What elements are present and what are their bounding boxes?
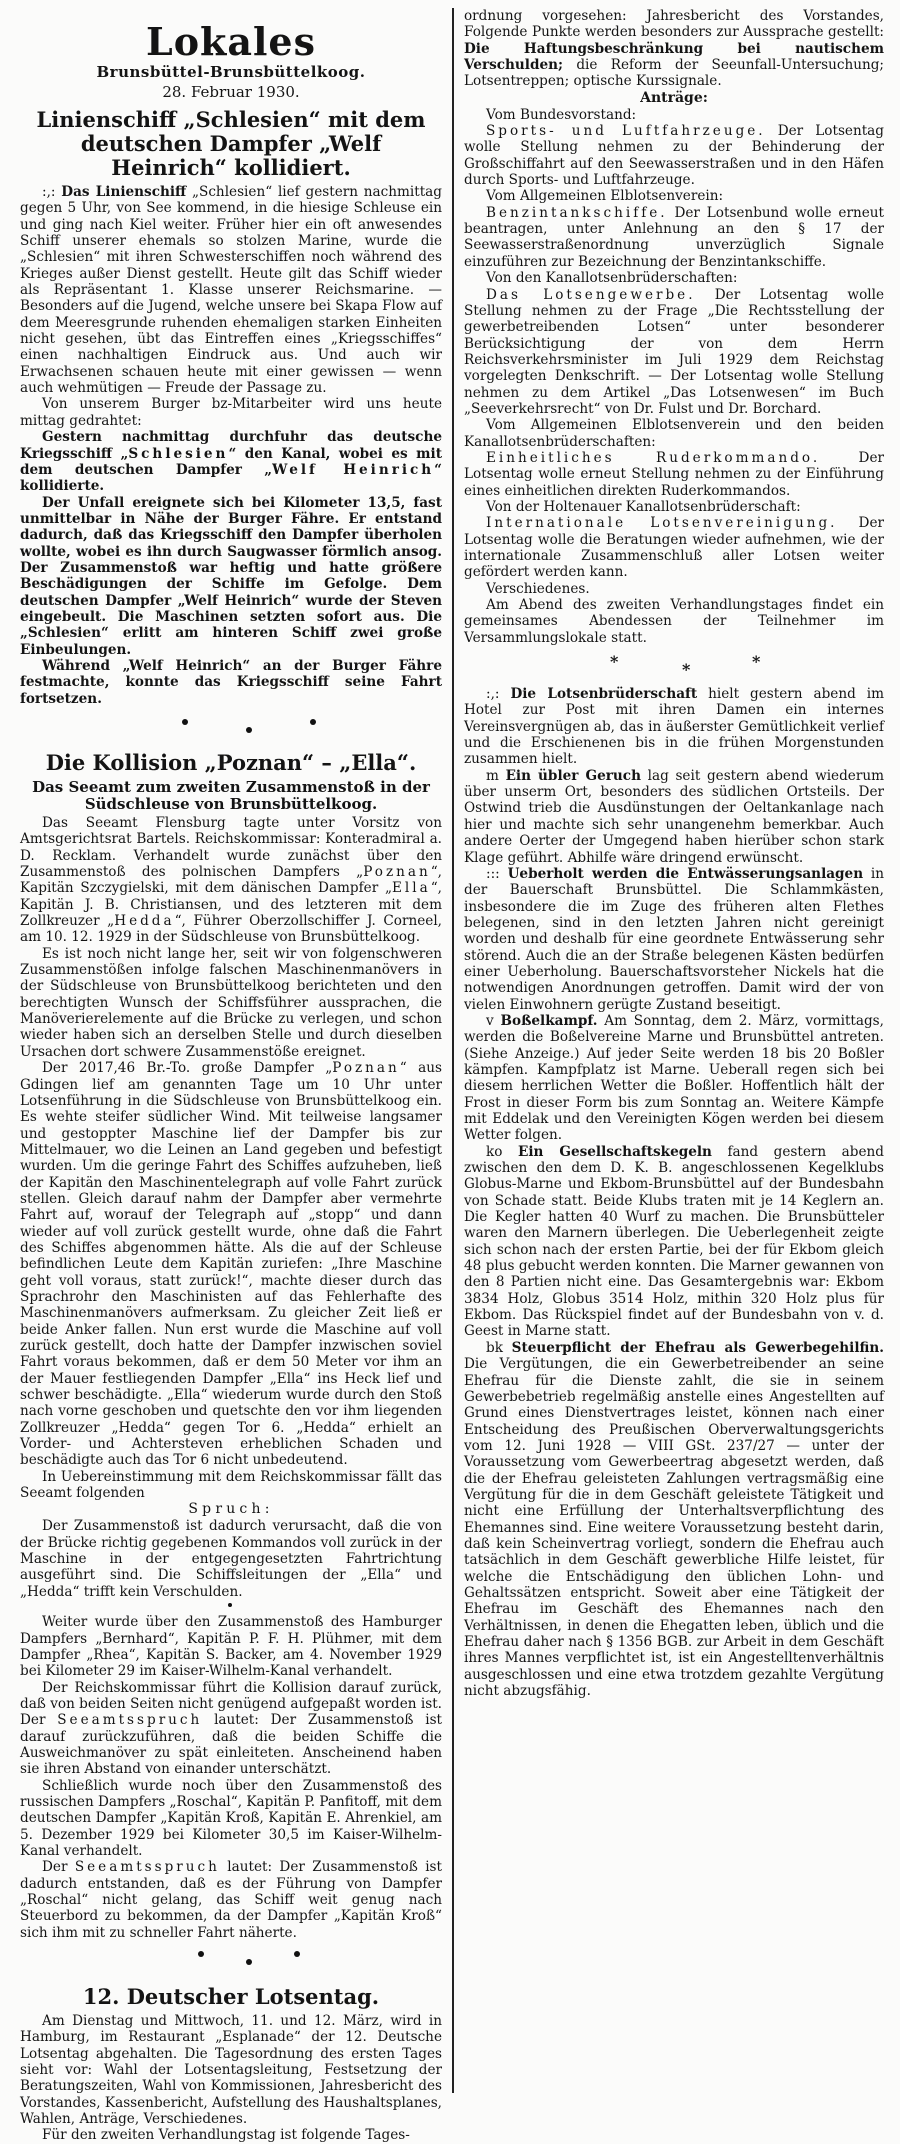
text-run: In Uebereinstimmung mit dem Reichskommissar fällt das Seeamt folgenden <box>20 1468 442 1502</box>
section-date: 28. Februar 1930. <box>162 83 300 101</box>
text-run: Der Lotsentag wolle Stellung nehmen zu der Behinderung der Großschiffahrt auf den Seewasserstraßen und in den Häfen durch Sports- und Luftfahrzeuge. <box>464 123 884 189</box>
article-headline: Die Kollision „Poznan“ – „Ella“. <box>45 750 417 775</box>
spaced-text: Benzintankschiffe. <box>486 204 668 221</box>
paragraph <box>464 1340 884 1700</box>
local-notes <box>464 686 884 1699</box>
bold-lead-text: “ den Kanal, wobei es mit dem deutschen Dampfer „ <box>20 445 442 478</box>
text-run: Am Abend des zweiten Verhandlungstages findet ein gemeinsames Abendessen der Teilnehmer im Versammlungslokale statt. <box>464 597 884 646</box>
spaced-text: Einheitliches Ruderkommando. <box>486 449 821 466</box>
paragraph <box>464 123 884 188</box>
separator-dot <box>310 719 316 725</box>
paragraph <box>20 495 442 658</box>
paragraph <box>20 1614 442 1679</box>
spaced-text: Ella <box>392 880 431 897</box>
text-run: Für den zweiten Verhandlungstag ist folgende Tages- <box>42 2127 410 2144</box>
spaced-text: Hedda <box>114 913 175 930</box>
text-run: Am Dienstag und Mittwoch, 11. und 12. März, wird in Hamburg, im Restaurant „Esplanade“ der 12. Deutsche Lotsentag abgehalten. Die Tagesordnung des ersten Tages sieht vor: Wahl der Lotsentagsleitung, Festsetzung der Beratungszeiten, Wahl von Kommissionen, Jahresbericht des Vorstandes, Kassenbericht, Aufstellung des Haushaltsplanes, Wahlen, Anträge, Verschiedenes. <box>20 2013 442 2128</box>
bold-lead-text: Gestern nachmittag durchfuhr das deutsche Kriegsschiff „ <box>20 429 442 462</box>
paragraph <box>464 597 884 646</box>
text-run: Das Seeamt Flensburg tagte unter Vorsitz von Amtsgerichtsrat Bartels. Reichskommissar: Konteradmiral a. D. Recklam. Verhandelt wurde zunächst über den Zusammenstoß des polnischen Dampfers „ <box>20 815 442 881</box>
text-run: lag seit gestern abend wiederum über unserm Ort, besonders des südlichen Ortsteils. Der Ostwind trieb die Ausdünstungen der Oeltankanlage nach hier und machte sich sehr unangenehm bemerkbar. Auch andere Oerter der Umgegend haben hierüber schon stark Klage geführt. Abhilfe wäre dringend erwünscht. <box>464 767 884 866</box>
spaced-text: Seeamtsspruch <box>57 1712 203 1729</box>
text-run: Der <box>42 1859 75 1876</box>
paragraph <box>464 205 884 270</box>
text-run: Am Sonntag, dem 2. März, vormittags, werden die Boßelvereine Marne und Brunsbüttel antreten. (Siehe Anzeige.) Auf jeder Seite werden 18 bis 20 Boßler kämpfen. Kampfplatz ist Marne. Ueberall regen sich bei diesem herrlichen Wetter die Boßler. Hoffentlich hält der Frost in dieser Form bis zum Sonntag an. Weitere Kämpfe mit Eddelak und den Vereinigten Kögen werden bei diesem Wetter folgen. <box>464 1012 884 1144</box>
bold-lead-text: Welf Heinrich <box>272 461 435 478</box>
separator-dot <box>246 1959 252 1965</box>
right-column <box>464 8 884 1699</box>
paragraph <box>464 581 884 597</box>
text-run: fand gestern abend zwischen den dem D. K. B. angeschlossenen Kegelklubs Globus-Marne und Ekbom-Brunsbüttel auf der Bundesbahn von Schade statt. Beide Klubs traten mit je 14 Keglern an. Die Kegler hatten 40 Wurf zu machen. Die Brunsbütteler waren den Marnern überlegen. Die Ueberlegenheit zeigte sich schon nach der ersten Partie, bei der für Ekbom gleich 48 plus gebucht werden konnten. Die Marner gewannen von den 8 Partien nicht eine. Das Gesamtergebnis war: Ekbom 3834 Holz, Globus 3514 Holz, mithin 320 Holz plus für Ekbom. Das Rückspiel findet auf der Bundesbahn von v. d. Geest in Marne statt. <box>464 1143 884 1340</box>
text-run: Vom Bundesvorstand: <box>486 106 637 123</box>
bold-lead-text: Boßelkampf. <box>500 1012 598 1029</box>
text-run: in der Bauerschaft Brunsbüttel. Die Schlammkästen, insbesondere die im Zuge des früheren alten Flethes belegenen, sind in den letzten Jahren nicht gereinigt worden und deshalb für eine geordnete Entwässerung sehr störend. Auch die an der Straße belegenen Kästen bedürfen einer Ueberholung. Bauerschaftsvorsteher Nickels hat die notwendigen Anordnungen getroffen. Damit wird der von vielen Einwohnern gerügte Zustand beseitigt. <box>464 865 885 1013</box>
bold-lead-text: Die Lotsenbrüderschaft <box>510 686 698 703</box>
bold-lead-text: Ein übler Geruch <box>505 767 641 784</box>
text-run: “, Führer Oberzollschiffer J. Corneel, am 10. 12. 1929 in der Südschleuse von Brunsbüttelkoog. <box>20 913 442 946</box>
article-headline: 12. Deutscher Lotsentag. <box>82 1984 380 2010</box>
paragraph <box>20 658 442 707</box>
text-run: Schließlich wurde noch über den Zusammenstoß des russischen Dampfers „Roschal“, Kapitän P. Panfitoff, mit dem deutschen Dampfer „Kapitän Kroß, Kapitän E. Ahrenkiel, am 5. Dezember 1929 bei Kilometer 30,5 im Kaiser-Wilhelm-Kanal verhandelt. <box>20 1777 442 1859</box>
text-run: die Reform der Seeunfall-Untersuchung; Lotsentreppen; optische Kurssignale. <box>464 57 884 90</box>
paragraph <box>464 188 884 204</box>
spruch-body <box>20 1518 442 1600</box>
separator-dot <box>246 727 252 733</box>
text-run: Der Reichskommissar führt die Kollision darauf zurück, daß von beiden Seiten nicht genügend aufgepaßt worden ist. Der <box>20 1679 442 1729</box>
paragraph <box>464 417 884 450</box>
paragraph <box>464 866 884 1013</box>
text-run: Der Lotsenbund wolle erneut beantragen, unter Anlehnung an den § 17 der Seewasserstraßenordnung unverzüglich Signale einzuführen zur Bezeichnung der Benzintankschiffe. <box>464 204 884 270</box>
bold-lead-text: Schlesien <box>128 445 229 462</box>
text-run: “ aus Gdingen lief am genannten Tage um 10 Uhr unter Lotsenführung in die Südschleuse von Brunsbüttelkoog ein. Es wehte steifer südlicher Wind. Mit teilweise langsamer und gestoppter Maschine lief der Dampfer bis zur Mittelmauer, wo die Leinen an Land gegeben und befestigt wurden. Um die geringe Fahrt des Schiffes aufzuheben, ließ der Kapitän den Maschinentelegraph auf volle Fahrt zurück stellen. Gleich darauf nahm der Dampfer aber vermehrte Fahrt auf, worauf der Telegraph auf „stopp“ und dann wieder auf voll zurück gestellt wurde, ohne daß die Fahrt des Schiffes abgenommen hätte. Als die auf der Schleuse befindlichen Leute dem Kapitän zuriefen: „Ihre Maschine geht voll voraus, statt zurück!“, machte dieser durch das Sprachrohr den Maschinisten auf das Fehlerhafte des Maschinenmanövers aufmerksam. Zu gleicher Zeit ließ er beide Anker fallen. Nun erst wurde die Maschine auf voll zurück gestellt, doch hatte der Dampfer inzwischen soviel Fahrt voraus bekommen, daß er dem 50 Meter vor ihm an der Mauer festliegenden Dampfer „Ella“ ins Heck lief und schwer beschädigte. „Ella“ wiederum wurde durch den Stoß nach vorne geschoben und quetschte den vor ihm liegenden Zollkreuzer „Hedda“ gegen Tor 6. „Hedda“ erhielt an Vorder- und Achtersteven erheblichen Schaden und beschädigte auch das Tor 6 nicht unbedeutend. <box>20 1060 443 1469</box>
text-run: Verschiedenes. <box>486 580 590 597</box>
text-run: Der 2017,46 Br.-To. große Dampfer „ <box>42 1060 333 1077</box>
text-run: Von den Kanallotsenbrüderschaften: <box>486 270 738 287</box>
text-run: Der Lotsentag wolle die Beratungen wieder aufnehmen, wie der internationale Zusammenschluß aller Lotsen weiter gefördert werden kann. <box>464 515 884 581</box>
separator-dot <box>20 1600 442 1614</box>
article-subheadline: Das Seeamt zum zweiten Zusammenstoß in der Südschleuse von Brunsbüttelkoog. <box>32 778 430 813</box>
antraege-heading: Anträge: <box>640 89 708 106</box>
section-separator-dots <box>20 1941 442 1979</box>
paragraph <box>464 1144 884 1340</box>
bold-lead-text: Das Linienschiff <box>61 184 187 200</box>
section-separator-asterisks <box>464 646 884 686</box>
text-run: hielt gestern abend im Hotel zur Post mit ihren Damen ein internes Vereinsvergnügen ab, das in äußerster Gemütlichkeit verlief und die Erschienenen bis in die frühen Morgenstunden zusammen hielt. <box>464 686 884 768</box>
spaced-text: Das Lotsengewerbe. <box>486 286 696 303</box>
paragraph <box>464 768 884 866</box>
article-body <box>20 184 442 707</box>
text-run: m <box>486 767 506 784</box>
paragraph <box>20 1060 442 1469</box>
bold-lead-text: “ kollidierte. <box>20 461 442 495</box>
separator-dot <box>182 719 188 725</box>
separator-dot <box>294 1951 300 1957</box>
paragraph <box>464 515 884 580</box>
paragraph <box>20 396 442 429</box>
spruch-heading: Spruch: <box>188 1501 274 1518</box>
text-run: „Schlesien“ lief gestern nachmittag gegen 5 Uhr, von See kommend, in die hiesige Schleuse ein und ging nach Kiel weiter. Früher hier ein oft anwesendes Schiff unserer ehemals so stolzen Marine, wurde die „Schlesien“ mit ihren Schwesterschiffen noch während des Krieges außer Dienst gestellt. Heute gilt das Schiff wieder als Repräsentant 1. Klasse unserer Reichsmarine. — Besonders auf die Jugend, welche unsere bei Skapa Flow auf dem Meeresgrunde ruhenden ehemaligen starken Einheiten nicht gesehen, übt das Eintreffen eines „Kriegsschiffes“ einen nachhaltigen Eindruck aus. Und auch wir Erwachsenen schauen heute mit einer gewissen — wenn auch wehmütigen — Freude der Passage zu. <box>20 184 442 397</box>
paragraph <box>20 2127 442 2143</box>
further-cases-body <box>20 1614 442 1941</box>
text-run: “, Kapitän J. B. Christiansen, und des letzteren mit dem Zollkreuzer „ <box>20 880 442 930</box>
article-kollision <box>20 751 442 1941</box>
asterisk: * <box>682 660 691 680</box>
spaced-text: Seeamtsspruch <box>74 1859 220 1876</box>
asterisk: * <box>610 652 619 672</box>
text-run: Die Vergütungen, die ein Gewerbetreibender an seine Ehefrau für die Dienste zahlt, die sie in seinem Gewerbebetrieb regelmäßig anstelle eines Angestellten auf Grund eines Dienstvertrages leistet, können nach einer Entscheidung des Preußischen Oberverwaltungsgerichts vom 12. Juni 1928 — VIII GSt. 237/27 — unter der Voraussetzung vom Gewerbeertrag abgesetzt werden, daß die der Ehefrau geleisteten Zahlungen vertragsmäßig eine Vergütung für die in dem Geschäft geleistete Tätigkeit und nicht eine Erfüllung der Unterhaltsverpflichtung des Ehemannes sind. Eine weitere Voraussetzung besteht darin, daß kein Scheinvertrag vorliegt, sondern die Ehefrau auch tatsächlich in dem Geschäft gewerbliche Hilfe leistet, für welche die Entschädigung den üblichen Lohn- und Gehaltssätzen entspricht. Soweit aber eine Tätigkeit der Ehefrau im Geschäft des Ehemannes nach den Verhältnissen, in denen die Ehegatten leben, üblich und die Ehefrau daher nach § 1356 BGB. zur Arbeit in dem Geschäft ihres Mannes verpflichtet ist, ist ein Angestelltenverhältnis ausgeschlossen und eine etwa trotzdem gezahlte Vergütung nicht abzugsfähig. <box>464 1356 884 1700</box>
bold-lead-text: Steuerpflicht der Ehefrau als Gewerbegehilfin. <box>511 1339 884 1356</box>
article-body <box>20 815 442 1501</box>
paragraph <box>464 270 884 286</box>
paragraph <box>20 2013 442 2127</box>
text-run: Es ist noch nicht lange her, seit wir von folgenschweren Zusammenstößen infolge falschen Maschinenmanövers in der Südschleuse von Brunsbüttelkoog berichteten und den berechtigten Wunsch der Schiffsführer aussprachen, die Manöverierelemente auf die Brücke zu verlegen, und schon wieder haben sich an derselben Stelle und durch dieselben Ursachen dort schwere Zusammenstöße ereignet. <box>20 945 442 1060</box>
paragraph <box>20 815 442 946</box>
text-run: Von der Holtenauer Kanallotsenbrüderschaft: <box>486 498 801 515</box>
lotsentag-continuation <box>464 8 884 90</box>
paragraph <box>464 1013 884 1144</box>
paragraph <box>464 499 884 515</box>
paragraph <box>464 107 884 123</box>
text-run: Vom Allgemeinen Elblotsenverein und den beiden Kanallotsenbrüderschaften: <box>464 417 884 450</box>
separator-dot-mark <box>228 1603 232 1607</box>
column-divider <box>452 8 454 2093</box>
text-run: Der Lotsentag wolle erneut Stellung nehmen zu der Einführung eines einheitlichen direkten Ruderkommandos. <box>464 449 884 499</box>
article-schlesien <box>20 108 442 707</box>
paragraph <box>464 287 884 418</box>
text-run: ::: <box>486 865 508 882</box>
section-place: Brunsbüttel-Brunsbüttelkoog. <box>96 63 366 81</box>
antraege-body <box>464 107 884 646</box>
text-run: lautet: Der Zusammenstoß ist dadurch entstanden, daß es der Führung von Dampfer „Roschal“ nicht gelang, das Schiff weit genug nach Steuerbord zu bekommen, da der Dampfer „Kapitän Kroß“ sich ihm mit zu schneller Fahrt näherte. <box>20 1859 442 1941</box>
article-lotsentag <box>20 1985 442 2144</box>
paragraph <box>464 686 884 768</box>
text-run: Der Lotsentag wolle Stellung nehmen zu der Frage „Die Rechtsstellung der gewerbetreibenden Lotsen“ unter besonderer Berücksichtigung der von dem Herrn Reichsverkehrsminister im Juli 1929 dem Reichstag vorgelegten Denkschrift. — Der Lotsentag wolle Stellung nehmen zu dem Artikel „Das Lotsenwesen“ im Buch „Seeverkehrsrecht“ von Dr. Fulst und Dr. Borchard. <box>464 286 884 417</box>
paragraph <box>20 1859 442 1941</box>
left-column <box>20 0 442 2144</box>
text-run: Der Zusammenstoß ist dadurch verursacht, daß die von der Brücke richtig gegebenen Kommandos voll zurück in der Maschine in der entgegengesetzten Fahrtrichtung ausgeführt sind. Die Schiffsleitungen der „Ella“ und „Hedda“ trifft kein Verschulden. <box>20 1518 442 1600</box>
paragraph <box>20 1469 442 1502</box>
text-run: Weiter wurde über den Zusammenstoß des Hamburger Dampfers „Bernhard“, Kapitän P. F. H. Plühmer, mit dem Dampfer „Rhea“, Kapitän S. Backer, am 4. November 1929 bei Kilometer 29 im Kaiser-Wilhelm-Kanal verhandelt. <box>20 1614 442 1680</box>
text-run: :,: <box>486 686 511 703</box>
paragraph <box>20 429 442 494</box>
paragraph <box>20 1778 442 1860</box>
article-body <box>20 2013 442 2144</box>
paragraph <box>20 946 442 1060</box>
text-run: lautet: Der Zusammenstoß ist darauf zurückzuführen, daß die beiden Schiffe die Ausweichmanöver zu spät einleiteten. Anscheinend haben sie ihren Abstand von einander unterschätzt. <box>20 1712 443 1778</box>
section-separator-dots <box>20 707 442 745</box>
text-run: “, Kapitän Szczygielski, mit dem dänischen Dampfer „ <box>20 864 442 897</box>
bold-lead-text: Der Unfall ereignete sich bei Kilometer 13,5, fast unmittelbar in Nähe der Burger Fähre. Er entstand dadurch, daß das Kriegsschiff den Dampfer überholen wollte, wobei es ihn durch Saugwasser förmlich ansog. Der Zusammenstoß war heftig und hatte größere Beschädigungen der Schiffe im Gefolge. Dem deutschen Dampfer „Welf Heinrich“ wurde der Steven eingebeult. Die Maschinen setzten sofort aus. Die „Schlesien“ erlitt am hinteren Schiff zwei große Einbeulungen. <box>20 494 442 658</box>
paragraph <box>20 1680 442 1778</box>
paragraph <box>464 450 884 499</box>
paragraph <box>464 8 884 90</box>
text-run: ordnung vorgesehen: Jahresbericht des Vorstandes, Folgende Punkte werden besonders zur Aussprache gestellt: <box>464 8 884 41</box>
bold-lead-text: Während „Welf Heinrich“ an der Burger Fähre festmachte, konnte das Kriegsschiff seine Fahrt fortsetzen. <box>20 657 442 707</box>
text-run: :,: <box>42 184 62 200</box>
separator-dot <box>198 1951 204 1957</box>
text-run: Von unserem Burger bz-Mitarbeiter wird uns heute mittag gedrahtet: <box>20 396 442 429</box>
spaced-text: Poznan <box>332 1060 400 1077</box>
asterisk: * <box>752 652 761 672</box>
spaced-text: Poznan <box>363 864 431 881</box>
section-title: Lokales <box>145 19 317 64</box>
text-run: bk <box>486 1339 512 1356</box>
bold-lead-text: Die Haftungsbeschränkung bei nautischem Verschulden; <box>464 40 884 74</box>
text-run: ko <box>486 1143 518 1160</box>
text-run: v <box>486 1012 501 1029</box>
paragraph <box>20 184 442 396</box>
article-headline: Linienschiff „Schlesien“ mit dem deutschen Dampfer „Welf Heinrich“ kollidiert. <box>36 107 426 180</box>
paragraph <box>20 1518 442 1600</box>
spaced-text: Internationale Lotsenvereinigung. <box>486 515 838 532</box>
spaced-text: Sports- und Luftfahrzeuge. <box>486 123 766 140</box>
text-run: Vom Allgemeinen Elblotsenverein: <box>486 188 724 205</box>
bold-lead-text: Ueberholt werden die Entwässerungsanlagen <box>507 865 864 882</box>
bold-lead-text: Ein Gesellschaftskegeln <box>517 1143 712 1160</box>
